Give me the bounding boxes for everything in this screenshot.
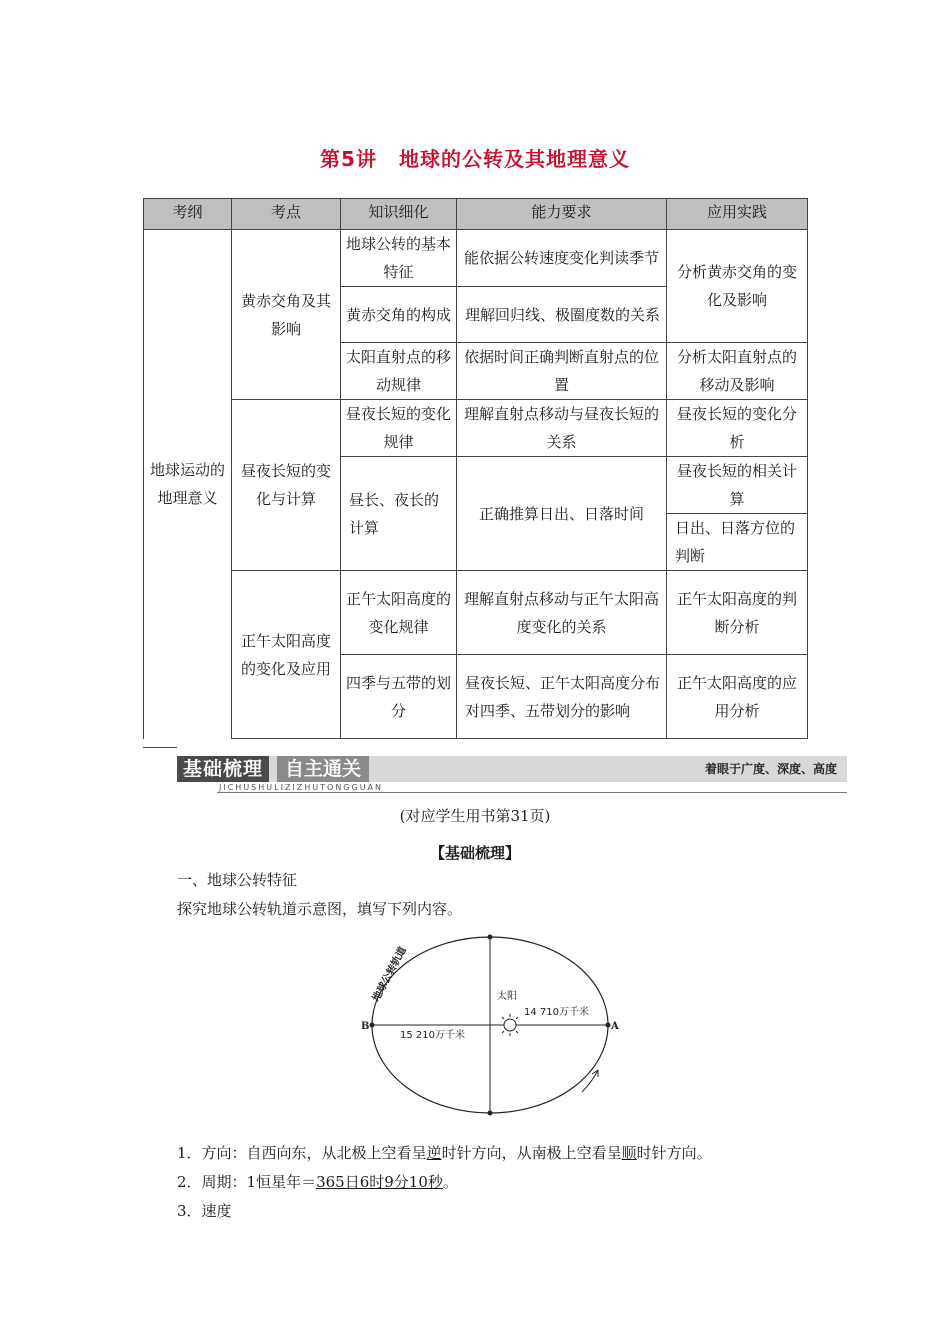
far-distance-label: 15 210万千米 <box>400 1030 465 1041</box>
detail-cell: 地球公转的基本特征 <box>341 230 457 287</box>
table-bottom-stub <box>143 747 177 748</box>
lecture-topic: 地球的公转及其地理意义 <box>398 147 630 171</box>
orbit-diagram <box>360 930 620 1120</box>
practice-cell: 正午太阳高度的判断分析 <box>667 571 808 655</box>
practice-cell: 分析黄赤交角的变化及影响 <box>667 230 808 343</box>
ability-cell: 昼夜长短、正午太阳高度分布对四季、五带划分的影响 <box>457 655 667 739</box>
orbit-point-bottom <box>488 1111 493 1116</box>
detail-cell: 昼夜长短的变化规律 <box>341 400 457 457</box>
section-heading: 【基础梳理】 <box>429 844 520 862</box>
syllabus-item: 地球运动的地理意义 <box>144 230 232 739</box>
blank-clockwise: 顺 <box>621 1144 637 1162</box>
item-speed: 3．速度 <box>177 1202 232 1220</box>
section-banner <box>177 756 847 796</box>
banner-pinyin: JICHUSHULIZIZHUTONGGUAN <box>219 783 384 792</box>
blank-period: 365日6时9分10秒 <box>316 1173 443 1191</box>
header-point: 考点 <box>232 199 341 230</box>
detail-cell: 昼长、夜长的计算 <box>341 457 457 571</box>
ability-cell: 依据时间正确判断直射点的位置 <box>457 343 667 400</box>
direction-arrow <box>582 1070 598 1092</box>
detail-cell: 太阳直射点的移动规律 <box>341 343 457 400</box>
instruction-text: 探究地球公转轨道示意图，填写下列内容。 <box>177 900 463 918</box>
point-b-dot <box>370 1023 375 1028</box>
item-direction: 1．方向：自西向东，从北极上空看呈逆时针方向，从南极上空看呈顺时针方向。 <box>177 1144 712 1162</box>
ability-cell: 理解直射点移动与昼夜长短的关系 <box>457 400 667 457</box>
near-distance-label: 14 710万千米 <box>524 1007 589 1018</box>
section-one-title: 一、地球公转特征 <box>177 871 298 889</box>
reference-note: (对应学生用书第31页) <box>399 807 551 825</box>
syllabus-table <box>143 198 808 739</box>
ability-cell: 理解回归线、极圈度数的关系 <box>457 287 667 343</box>
header-practice: 应用实践 <box>667 199 808 230</box>
practice-cell: 日出、日落方位的判断 <box>667 514 808 571</box>
lecture-number: 第5讲 <box>320 147 377 171</box>
banner-sub: 自主通关 <box>277 756 369 782</box>
header-syllabus: 考纲 <box>144 199 232 230</box>
header-ability: 能力要求 <box>457 199 667 230</box>
blank-counterclockwise: 逆 <box>426 1144 442 1162</box>
point-cell: 昼夜长短的变化与计算 <box>232 400 341 571</box>
sun-label: 太阳 <box>497 991 517 1002</box>
point-cell: 正午太阳高度的变化及应用 <box>232 571 341 739</box>
detail-cell: 黄赤交角的构成 <box>341 287 457 343</box>
item-period: 2．周期：1恒星年＝365日6时9分10秒。 <box>177 1173 458 1191</box>
page-title <box>0 143 950 172</box>
ability-cell: 正确推算日出、日落时间 <box>457 457 667 571</box>
banner-underline <box>217 792 847 793</box>
detail-cell: 四季与五带的划分 <box>341 655 457 739</box>
orbit-point-top <box>488 935 493 940</box>
ability-cell: 理解直射点移动与正午太阳高度变化的关系 <box>457 571 667 655</box>
practice-cell: 昼夜长短的变化分析 <box>667 400 808 457</box>
ability-cell: 能依据公转速度变化判读季节 <box>457 230 667 287</box>
point-cell: 黄赤交角及其影响 <box>232 230 341 400</box>
practice-cell: 分析太阳直射点的移动及影响 <box>667 343 808 400</box>
header-detail: 知识细化 <box>341 199 457 230</box>
practice-cell: 昼夜长短的相关计算 <box>667 457 808 514</box>
detail-cell: 正午太阳高度的变化规律 <box>341 571 457 655</box>
orbit-label: 地球公转轨道 <box>370 945 409 1004</box>
point-a-dot <box>606 1023 611 1028</box>
point-a-label: A <box>611 1021 619 1032</box>
point-b-label: B <box>361 1021 370 1032</box>
banner-slogan: 着眼于广度、深度、高度 <box>704 762 837 776</box>
practice-cell: 正午太阳高度的应用分析 <box>667 655 808 739</box>
banner-main: 基础梳理 <box>177 756 269 782</box>
